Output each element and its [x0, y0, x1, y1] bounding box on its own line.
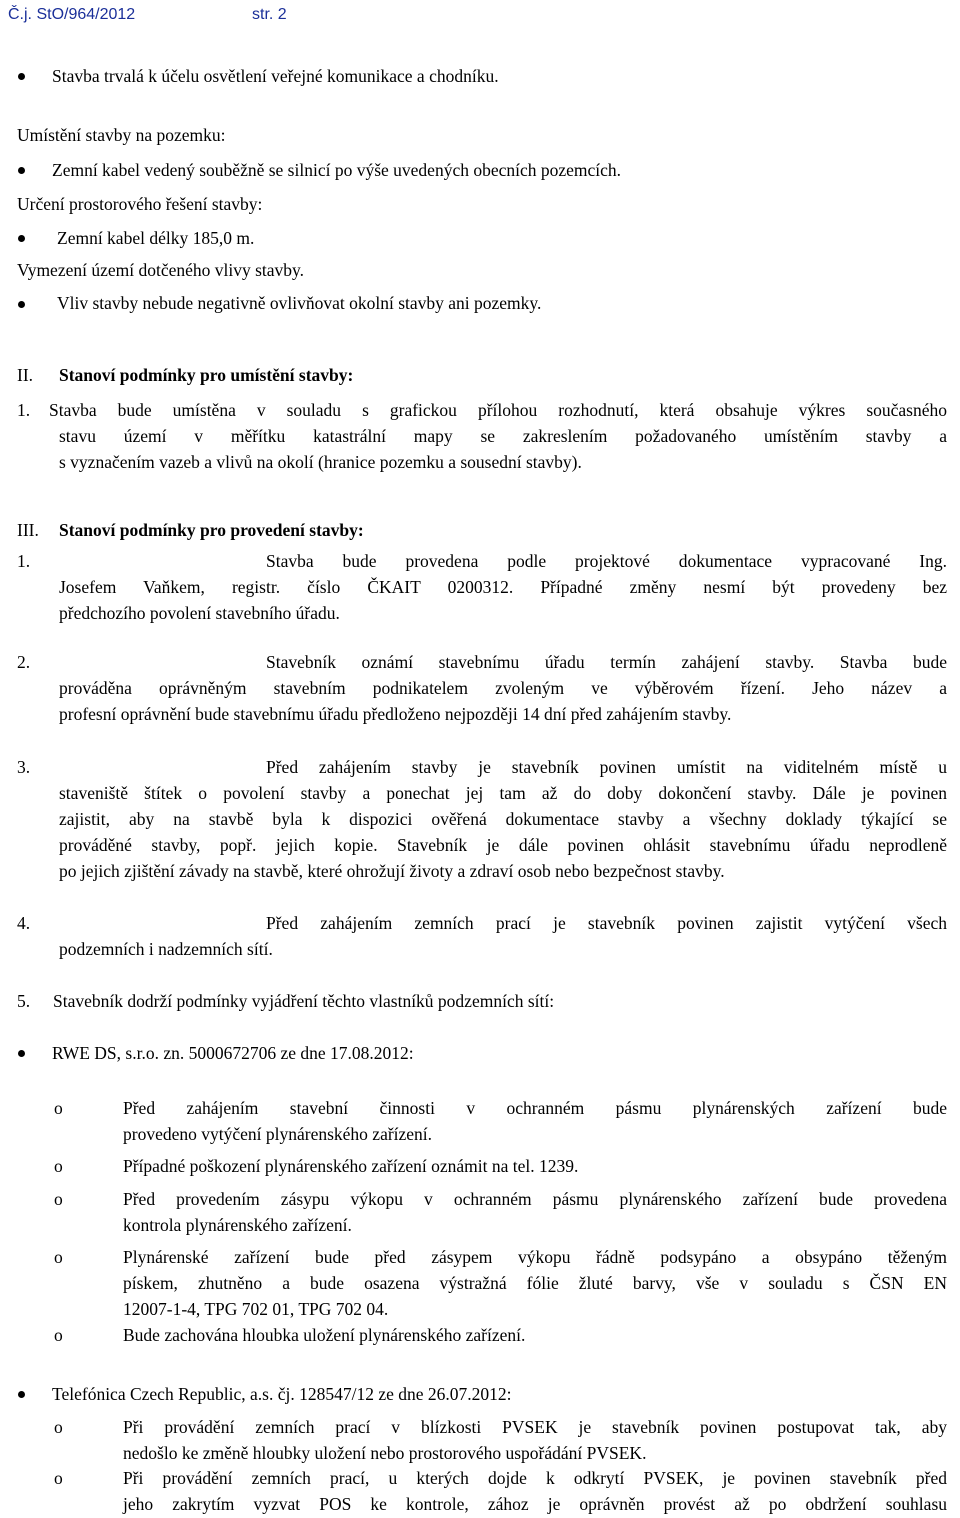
- paragraph-line: Při provádění zemních prací v blízkosti PVSEK je stavebník povinen postupovat tak, aby: [123, 1417, 947, 1437]
- paragraph-line: Stavba bude umístěna v souladu s grafickou přílohou rozhodnutí, která obsahuje výkres současného: [49, 400, 947, 420]
- circle-bullet-icon: o: [54, 1417, 63, 1437]
- list-item: Vliv stavby nebude negativně ovlivňovat okolní stavby ani pozemky.: [57, 293, 542, 313]
- subheading: Vymezení území dotčeného vlivy stavby.: [17, 260, 305, 280]
- paragraph-line: staveniště štítek o povolení stavby a ponechat jej tam až do doby dokončení stavby. Dále je povinen: [59, 783, 947, 803]
- section-number: II.: [17, 365, 34, 385]
- paragraph-line: Případné poškození plynárenského zařízení oznámit na tel. 1239.: [123, 1156, 579, 1176]
- item-number: 1.: [17, 400, 31, 420]
- paragraph-line: Při provádění zemních prací, u kterých dojde k odkrytí PVSEK, je povinen stavebník před: [123, 1468, 947, 1488]
- circle-bullet-icon: o: [54, 1247, 63, 1267]
- paragraph-line: profesní oprávnění bude stavebnímu úřadu předloženo nejpozději 14 dní před zahájením stavby.: [59, 704, 732, 724]
- subheading: Určení prostorového řešení stavby:: [17, 194, 263, 214]
- section-title: Stanoví podmínky pro provedení stavby:: [59, 520, 364, 540]
- page-number: str. 2: [252, 6, 287, 23]
- circle-bullet-icon: o: [54, 1325, 63, 1345]
- paragraph-line: zajistit, aby na stavbě byla k dispozici ověřená dokumentace stavby a všechny doklady týkající se: [59, 809, 947, 829]
- paragraph-line: po jejich zjištění závady na stavbě, které ohrožují životy a zdraví osob nebo bezpečnost stavby.: [59, 861, 725, 881]
- circle-bullet-icon: o: [54, 1468, 63, 1488]
- list-item: RWE DS, s.r.o. zn. 5000672706 ze dne 17.08.2012:: [52, 1043, 414, 1063]
- bullet-icon: [18, 1391, 25, 1398]
- bullet-icon: [18, 235, 25, 242]
- paragraph-line: kontrola plynárenského zařízení.: [123, 1215, 352, 1235]
- paragraph-line: 12007-1-4, TPG 702 01, TPG 702 04.: [123, 1299, 389, 1319]
- list-item: Zemní kabel vedený souběžně se silnicí po výše uvedených obecních pozemcích.: [52, 160, 622, 180]
- subheading: Umístění stavby na pozemku:: [17, 125, 226, 145]
- paragraph-line: Stavba bude provedena podle projektové dokumentace vypracované Ing.: [266, 551, 947, 571]
- item-number: 3.: [17, 757, 31, 777]
- bullet-icon: [18, 301, 25, 308]
- paragraph-line: Bude zachována hloubka uložení plynárenského zařízení.: [123, 1325, 526, 1345]
- bullet-icon: [18, 73, 25, 80]
- paragraph-line: Před zahájením stavby je stavebník povinen umístit na viditelném místě u: [266, 757, 947, 777]
- circle-bullet-icon: o: [54, 1098, 63, 1118]
- paragraph-line: Stavebník oznámí stavebnímu úřadu termín zahájení stavby. Stavba bude: [266, 652, 947, 672]
- paragraph-line: s vyznačením vazeb a vlivů na okolí (hranice pozemku a sousední stavby).: [59, 452, 582, 472]
- circle-bullet-icon: o: [54, 1189, 63, 1209]
- item-number: 4.: [17, 913, 31, 933]
- list-item: Zemní kabel délky 185,0 m.: [57, 228, 255, 248]
- list-item: Telefónica Czech Republic, a.s. čj. 128547/12 ze dne 26.07.2012:: [52, 1384, 512, 1404]
- paragraph-line: pískem, zhutněno a bude osazena výstražná fólie žluté barvy, vše v souladu s ČSN EN: [123, 1273, 947, 1293]
- paragraph-line: Před provedením zásypu výkopu v ochranném pásmu plynárenského zařízení bude provedena: [123, 1189, 947, 1209]
- circle-bullet-icon: o: [54, 1156, 63, 1176]
- section-number: III.: [17, 520, 39, 540]
- paragraph-line: Plynárenské zařízení bude před zásypem výkopu řádně podsypáno a obsypáno těženým: [123, 1247, 947, 1267]
- paragraph-line: podzemních i nadzemních sítí.: [59, 939, 273, 959]
- item-number: 5.: [17, 991, 31, 1011]
- paragraph-line: jeho zakrytím vyzvat POS ke kontrole, zához je oprávněn provést až po obdržení souhlasu: [123, 1494, 947, 1514]
- list-item: Stavba trvalá k účelu osvětlení veřejné komunikace a chodníku.: [52, 66, 499, 86]
- item-number: 1.: [17, 551, 31, 571]
- paragraph-line: Stavebník dodrží podmínky vyjádření těchto vlastníků podzemních sítí:: [53, 991, 555, 1011]
- paragraph-line: Před zahájením zemních prací je stavebník povinen zajistit vytýčení všech: [266, 913, 947, 933]
- section-title: Stanoví podmínky pro umístění stavby:: [59, 365, 354, 385]
- item-number: 2.: [17, 652, 31, 672]
- paragraph-line: provedeno vytýčení plynárenského zařízení.: [123, 1124, 433, 1144]
- paragraph-line: předchozího povolení stavebního úřadu.: [59, 603, 340, 623]
- document-reference: Č.j. StO/964/2012: [8, 6, 136, 23]
- paragraph-line: stavu území v měřítku katastrální mapy se zakreslením požadovaného umístěním stavby a: [59, 426, 947, 446]
- bullet-icon: [18, 167, 25, 174]
- paragraph-line: prováděna oprávněným stavebním podnikatelem zvoleným ve výběrovém řízení. Jeho název a: [59, 678, 947, 698]
- bullet-icon: [18, 1050, 25, 1057]
- paragraph-line: Před zahájením stavební činnosti v ochranném pásmu plynárenských zařízení bude: [123, 1098, 947, 1118]
- paragraph-line: nedošlo ke změně hloubky uložení nebo prostorového uspořádání PVSEK.: [123, 1443, 647, 1463]
- paragraph-line: Josefem Vaňkem, registr. číslo ČKAIT 0200312. Případné změny nesmí být provedeny bez: [59, 577, 947, 597]
- paragraph-line: prováděné stavby, popř. jejich kopie. Stavebník je dále povinen ohlásit stavebnímu úřadu neprodleně: [59, 835, 947, 855]
